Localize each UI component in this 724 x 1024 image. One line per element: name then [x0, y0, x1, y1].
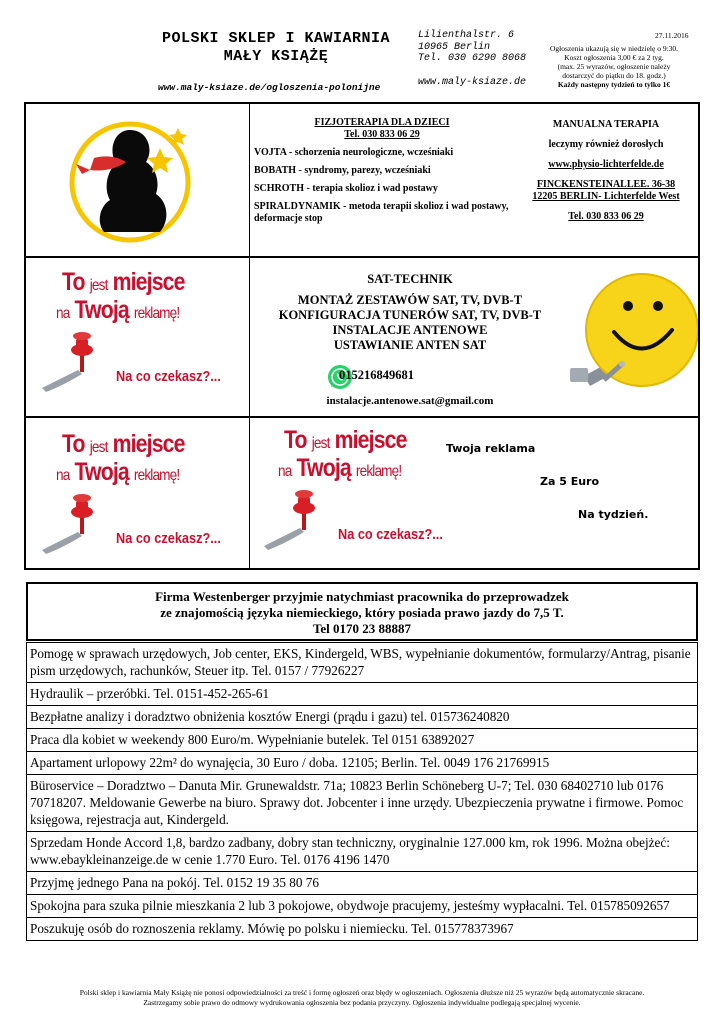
classified-ad: Hydraulik – przeróbki. Tel. 0151-452-265-61 — [26, 683, 698, 706]
ad-terms: Ogłoszenia ukazują się w niedzielę o 9:30. Koszt ogłoszenia 3,00 € za 2 tyg. (max. 25 wyrazów, ogłoszenie należy dostarczyć do piątku do 18. godz.) Każdy następny tydzień to tylko 1€ — [549, 44, 679, 89]
classified-ad: Poszukuję osób do roznoszenia reklamy. Mówię po polsku i niemiecku. Tel. 015778373967 — [26, 918, 698, 941]
reklama-line-1: Twoja reklama — [446, 442, 536, 455]
classified-ad: Bezpłatne analizy i doradztwo obniżenia kosztów Energi (prądu i gazu) tel. 015736240820 — [26, 706, 698, 729]
reklama-line-3: Na tydzień. — [578, 508, 649, 521]
little-prince-logo — [60, 110, 200, 250]
fizjoterapia-ad: FIZJOTERAPIA DLA DZIECI Tel. 030 833 06 29 VOJTA - schorzenia neurologiczne, wcześniaki BOBATH - syndromy, parezy, wcześniaki SCHROTH - terapia skolioz i wad postawy SPIRALDYNAMIK - metoda terapii skolioz i wad postawy, deformacje stop — [254, 117, 509, 224]
classified-ad: Apartament urlopowy 22m² do wynajęcia, 30 Euro / doba. 12105; Berlin. Tel. 0049 176 21769915 — [26, 752, 698, 775]
manual-therapy-ad: MANUALNA TERAPIA leczymy również dorosłych www.physio-lichterfelde.de FINCKENSTEINALLEE. 36-38 12205 BERLIN- Lichterfelde West Tel. 030 833 06 29 — [514, 119, 698, 231]
sat-phone: 015216849681 — [339, 368, 414, 382]
pushpin-icon — [38, 488, 108, 558]
sat-technik-ad: SAT-TECHNIK MONTAŻ ZESTAWÓW SAT, TV, DVB-T KONFIGURACJA TUNERÓW SAT, TV, DVB-T INSTALACJE ANTENOWE USTAWIANIE ANTEN SAT — [278, 272, 542, 352]
placeholder-ad-1: To jest miejsce na Twoją reklamę! Na co czekasz?... — [34, 266, 234, 396]
grid-divider-h1 — [24, 256, 700, 258]
classified-ad: Praca dla kobiet w weekendy 800 Euro/m. Wypełnianie butelek. Tel 0151 63892027 — [26, 729, 698, 752]
classified-ads-list — [26, 642, 698, 941]
footer-disclaimer: Polski sklep i kawiarnia Mały Książę nie ponosi odpowiedzialności za treść i formę ogłoszeń oraz błędy w ogłoszeniach. Ogłoszenia dłuższe niż 25 wyrazów będą automatycznie skracane. Zastrzegamy sobie prawo do odmowy wydrukowania ogłoszenia bez podania przyczyny. Ogłoszenia indywidualne podlegają specjalnej wycenie. — [79, 988, 645, 1007]
manual-website-link[interactable]: www.physio-lichterfelde.de — [548, 159, 664, 170]
grid-divider-v — [249, 102, 250, 570]
smiley-satellite-dish — [562, 268, 698, 408]
classified-ad: Sprzedam Honde Accord 1,8, bardzo zadbany, dobry stan techniczny, oryginalnie 127.000 km, rok 1996. Można obejżeć: www.ebaykleinanzeige.de w cenie 1.770 Euro. Tel. 0176 4196 1470 — [26, 832, 698, 872]
grid-divider-h2 — [24, 416, 700, 418]
shop-address: Lilienthalstr. 6 10965 Berlin Tel. 030 6290 8068 www.maly-ksiaze.de — [418, 30, 527, 88]
issue-date: 27.11.2016 — [655, 31, 689, 40]
classified-ad: Pomogę w sprawach urzędowych, Job center, EKS, Kindergeld, WBS, wypełnianie dokumentów, formularzy/Antrag, pisanie pism urzędowych, rachunków, Steuer itp. Tel. 0157 / 77926227 — [26, 642, 698, 683]
reklama-line-2: Za 5 Euro — [540, 475, 600, 488]
classified-ad: Büroservice – Doradztwo – Danuta Mir. Grunewaldstr. 71a; 10823 Berlin Schöneberg U-7; Tel. 030 68402710 lub 0176 70718207. Meldowanie Gewerbe na biuro. Sprawy dot. Jobcenter i inne urzędy. Ubezpieczenia prywatne i firmowe. Pomoc księgowa, rejestracja aut, Kindergeld. — [26, 775, 698, 832]
sat-email[interactable]: instalacje.antenowe.sat@gmail.com — [326, 395, 494, 407]
shop-title: POLSKI SKLEP I KAWIARNIA MAŁY KSIĄŻĘ — [161, 30, 391, 65]
pushpin-icon — [260, 484, 330, 554]
shop-url[interactable]: www.maly-ksiaze.de/ogloszenia-polonijne — [158, 82, 381, 93]
pushpin-icon — [38, 326, 108, 396]
shop-website[interactable]: www.maly-ksiaze.de — [418, 76, 527, 88]
classified-ad: Przyjmę jednego Pana na pokój. Tel. 0152 19 35 80 76 — [26, 872, 698, 895]
classified-ad: Spokojna para szuka pilnie mieszkania 2 lub 3 pokojowe, obydwoje pracujemy, jesteśmy wypłacalni. Tel. 015785092657 — [26, 895, 698, 918]
placeholder-ad-3: To jest miejsce na Twoją reklamę! Na co czekasz?... — [256, 424, 456, 554]
placeholder-ad-2: To jest miejsce na Twoją reklamę! Na co czekasz?... — [34, 428, 234, 558]
westenberger-job-ad: Firma Westenberger przyjmie natychmiast pracownika do przeprowadzek ze znajomością języka niemieckiego, który posiada prawo jazdy do 7,5 T. Tel 0170 23 88887 — [26, 582, 698, 641]
